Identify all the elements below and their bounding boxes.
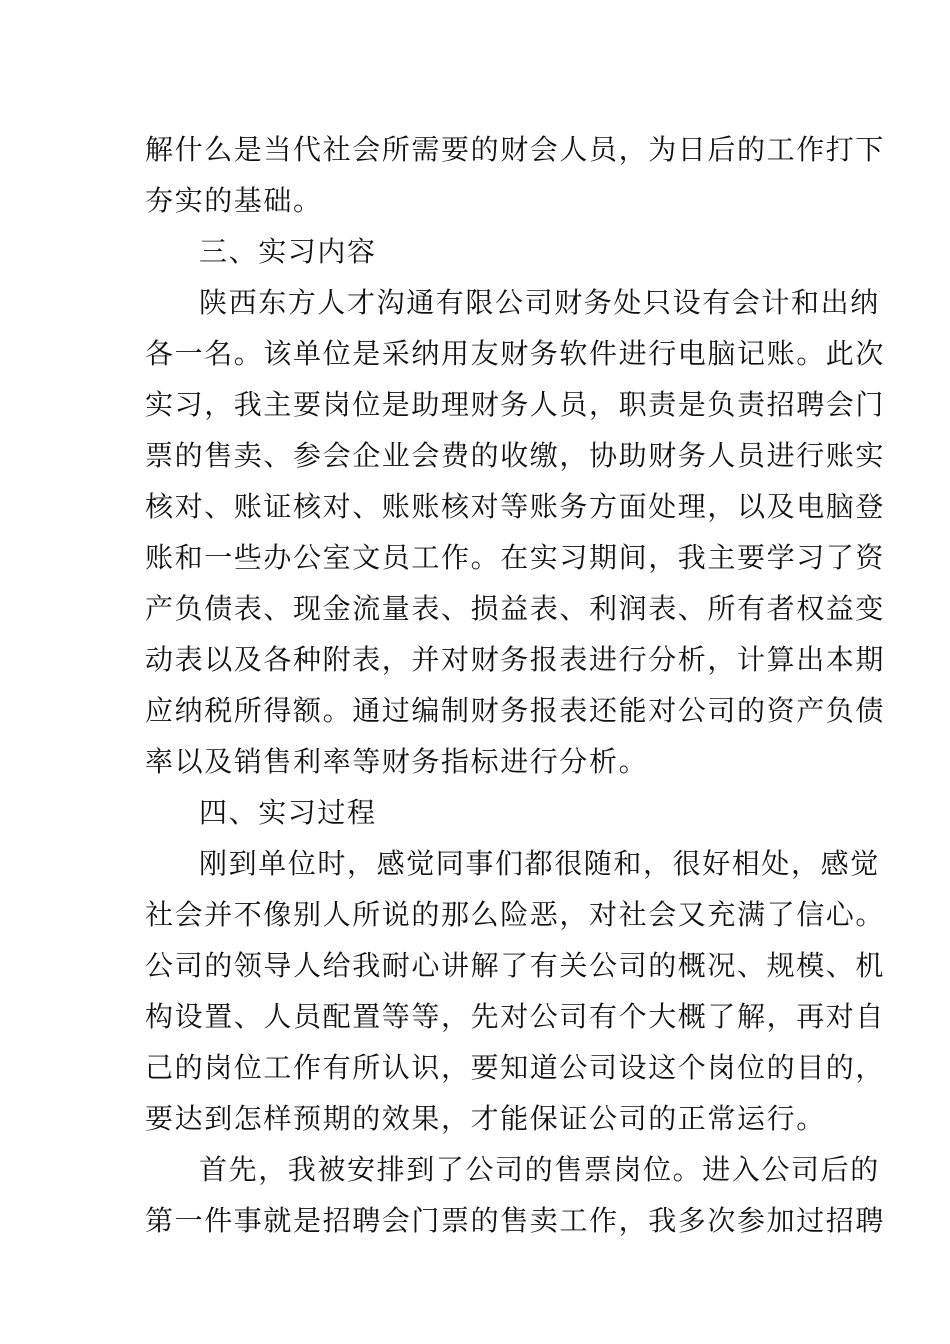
body-text-line: 实习，我主要岗位是助理财务人员，职责是负责招聘会门 <box>145 388 886 421</box>
body-text-line: 陕西东方人才沟通有限公司财务处只设有会计和出纳 <box>199 286 880 319</box>
body-text-line: 率以及销售利率等财务指标进行分析。 <box>145 745 649 778</box>
body-text-line: 第一件事就是招聘会门票的售卖工作，我多次参加过招聘 <box>145 1204 886 1237</box>
section-heading: 三、实习内容 <box>199 235 377 268</box>
body-text-line: 解什么是当代社会所需要的财会人员，为日后的工作打下 <box>145 133 886 166</box>
body-text-line: 各一名。该单位是采纳用友财务软件进行电脑记账。此次 <box>145 337 886 370</box>
body-text-line: 账和一些办公室文员工作。在实习期间，我主要学习了资 <box>145 541 886 574</box>
body-text-line: 社会并不像别人所说的那么险恶，对社会又充满了信心。 <box>145 898 886 931</box>
section-heading: 四、实习过程 <box>199 796 377 829</box>
body-text-line: 要达到怎样预期的效果，才能保证公司的正常运行。 <box>145 1102 826 1135</box>
body-text-line: 构设置、人员配置等等，先对公司有个大概了解，再对自 <box>145 1000 886 1033</box>
body-text-line: 首先，我被安排到了公司的售票岗位。进入公司后的 <box>199 1153 880 1186</box>
body-text-line: 公司的领导人给我耐心讲解了有关公司的概况、规模、机 <box>145 949 886 982</box>
body-text-line: 己的岗位工作有所认识，要知道公司设这个岗位的目的， <box>145 1051 886 1084</box>
body-text-line: 动表以及各种附表，并对财务报表进行分析，计算出本期 <box>145 643 886 676</box>
body-text-line: 产负债表、现金流量表、损益表、利润表、所有者权益变 <box>145 592 886 625</box>
body-text-line: 票的售卖、参会企业会费的收缴，协助财务人员进行账实 <box>145 439 886 472</box>
body-text-line: 应纳税所得额。通过编制财务报表还能对公司的资产负债 <box>145 694 886 727</box>
body-text-line: 核对、账证核对、账账核对等账务方面处理，以及电脑登 <box>145 490 886 523</box>
body-text-line: 夯实的基础。 <box>145 184 323 217</box>
body-text-line: 刚到单位时，感觉同事们都很随和，很好相处，感觉 <box>199 847 880 880</box>
